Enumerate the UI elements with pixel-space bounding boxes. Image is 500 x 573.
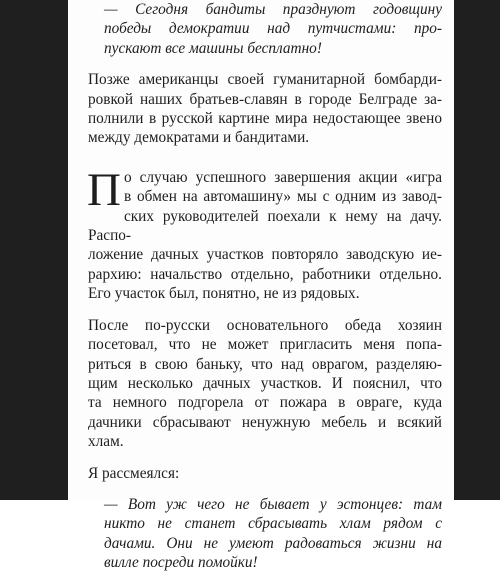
quote-top-line: — Сегодня бандиты празднуют годовщину (104, 1, 442, 18)
drop-cap: П (87, 163, 121, 216)
quote-bottom-line: — Вот уж чего не бывает у эстонцев: там (104, 495, 442, 513)
paragraph-line: риться в свою баньку, что над оврагом, разделяю- (88, 355, 442, 373)
paragraph-4 (88, 464, 442, 483)
paragraph-line: дачники сбрасывают ненужную мебель и всякий (88, 413, 442, 431)
paragraph-line: Его участок был, понятно, не из рядовых. (88, 285, 360, 303)
quote-bottom-line: никто не станет сбрасывать хлам рядом с (104, 515, 442, 533)
quote-top (88, 0, 442, 58)
paragraph-line: в обмен на автомашину» мы с одним из завод- (123, 188, 442, 206)
paragraph-2 (87, 163, 442, 304)
paragraph-line: ровкой наших братьев-славян в городе Белграде за- (88, 90, 442, 108)
paragraph-line: ложение дачных участков повторяло заводскую ие- (88, 246, 442, 264)
book-page (68, 0, 454, 572)
paragraph-line: посетовал, что не может пригласить меня попа- (88, 336, 442, 354)
paragraph-line: щим несколько дачных участков. И пояснил, что (88, 374, 442, 392)
paragraph-line: та немного подгорела от пожара в овраге, куда (88, 394, 442, 412)
paragraph-1 (88, 70, 442, 148)
quote-bottom (88, 495, 442, 573)
scan-border-left (0, 0, 68, 500)
paragraph-line: хлам. (88, 433, 124, 451)
paragraph-line: о случаю успешного завершения акции «игра (123, 168, 442, 186)
quote-top-line: пускают все машины бесплатно! (104, 39, 322, 57)
paragraph-line: между демократами и бандитами. (88, 129, 310, 147)
paragraph-line: Позже американцы своей гуманитарной бомбарди- (88, 71, 442, 89)
quote-top-line: победы демократии над путчистами: про- (104, 20, 442, 38)
scan-border-right (454, 0, 500, 500)
paragraph-line: рархию: начальство отдельно, работники отдельно. (88, 265, 442, 283)
paragraph-3 (88, 316, 442, 452)
quote-bottom-line: дачами. Они не умеют радоваться жизни на (104, 534, 442, 552)
quote-bottom-line: вилле посреди помойки! (104, 554, 258, 572)
paragraph-line: ских руководителей поехали к нему на дачу. Распо- (88, 207, 442, 245)
paragraph-line: Я рассмеялся: (88, 464, 180, 482)
paragraph-line: полнили в русской картине мира недостающее звено (88, 110, 442, 128)
paragraph-line: После по-русски основательного обеда хозяин (88, 316, 442, 334)
